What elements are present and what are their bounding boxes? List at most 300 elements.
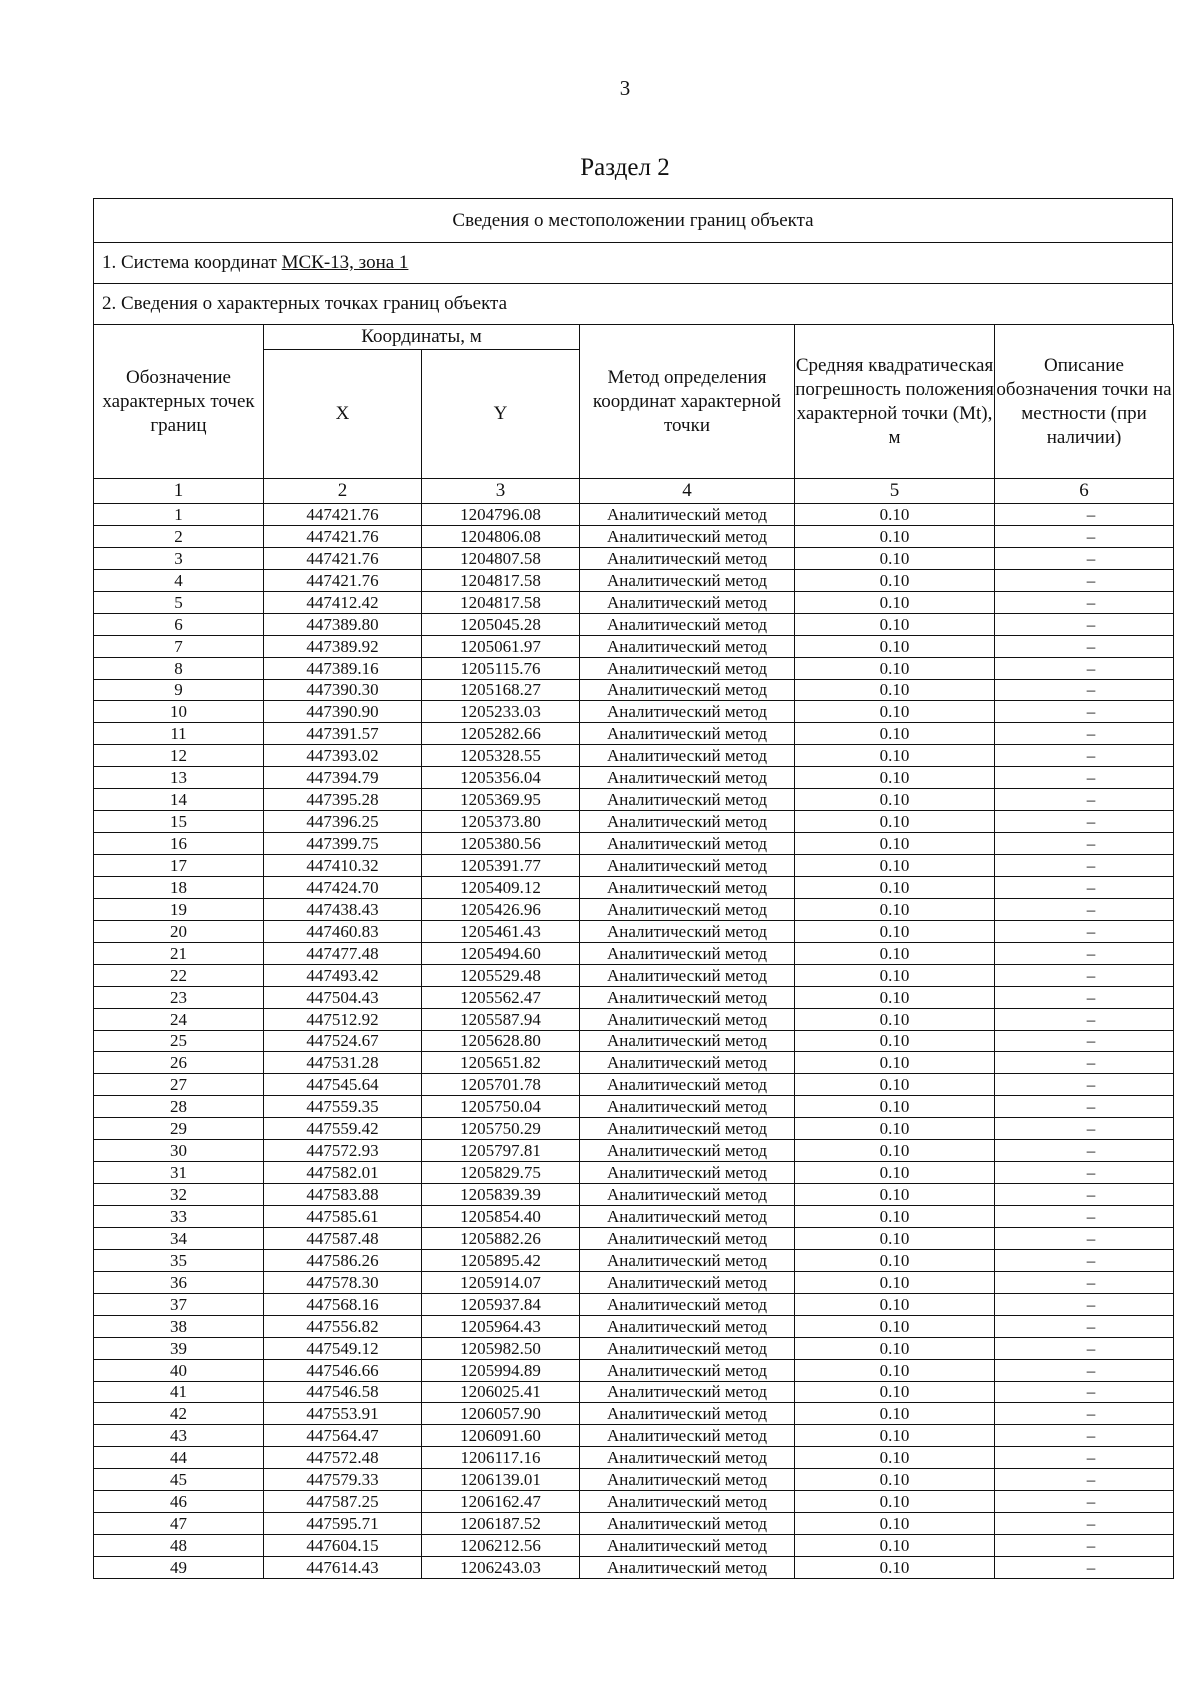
cell-coord-y: 1205282.66 <box>422 723 580 745</box>
cell-coord-y: 1205369.95 <box>422 789 580 811</box>
table-row <box>94 1293 1174 1315</box>
cell-point-id: 33 <box>94 1206 264 1228</box>
cell-error: 0.10 <box>795 1491 995 1513</box>
cell-coord-x: 447564.47 <box>264 1425 422 1447</box>
cell-error: 0.10 <box>795 942 995 964</box>
cell-point-id: 1 <box>94 504 264 526</box>
cell-point-id: 32 <box>94 1184 264 1206</box>
column-number: 1 <box>94 479 264 504</box>
cell-coord-x: 447421.76 <box>264 569 422 591</box>
cell-coord-y: 1204806.08 <box>422 525 580 547</box>
cell-coord-y: 1205895.42 <box>422 1249 580 1271</box>
cell-coord-x: 447399.75 <box>264 833 422 855</box>
cell-error: 0.10 <box>795 1249 995 1271</box>
cell-point-id: 6 <box>94 613 264 635</box>
cell-point-id: 14 <box>94 789 264 811</box>
cell-description: – <box>995 504 1174 526</box>
cell-error: 0.10 <box>795 1535 995 1557</box>
cell-point-id: 49 <box>94 1557 264 1579</box>
cell-method: Аналитический метод <box>580 1425 795 1447</box>
cell-coord-x: 447389.80 <box>264 613 422 635</box>
cell-description: – <box>995 855 1174 877</box>
cell-coord-x: 447421.76 <box>264 525 422 547</box>
cell-coord-y: 1205882.26 <box>422 1227 580 1249</box>
cell-description: – <box>995 1315 1174 1337</box>
cell-description: – <box>995 1447 1174 1469</box>
cell-coord-y: 1205797.81 <box>422 1140 580 1162</box>
cell-coord-y: 1206057.90 <box>422 1403 580 1425</box>
cell-coord-x: 447477.48 <box>264 942 422 964</box>
cell-error: 0.10 <box>795 876 995 898</box>
cell-point-id: 30 <box>94 1140 264 1162</box>
cell-method: Аналитический метод <box>580 986 795 1008</box>
cell-method: Аналитический метод <box>580 525 795 547</box>
table-row <box>94 789 1174 811</box>
coordinate-system-value: МСК-13, зона 1 <box>281 252 409 273</box>
cell-coord-x: 447460.83 <box>264 920 422 942</box>
cell-description: – <box>995 767 1174 789</box>
cell-description: – <box>995 1140 1174 1162</box>
cell-method: Аналитический метод <box>580 569 795 591</box>
cell-point-id: 29 <box>94 1118 264 1140</box>
cell-error: 0.10 <box>795 657 995 679</box>
cell-coord-x: 447545.64 <box>264 1074 422 1096</box>
cell-error: 0.10 <box>795 1447 995 1469</box>
cell-coord-x: 447556.82 <box>264 1315 422 1337</box>
cell-description: – <box>995 1293 1174 1315</box>
cell-method: Аналитический метод <box>580 1535 795 1557</box>
table-row <box>94 767 1174 789</box>
cell-description: – <box>995 920 1174 942</box>
cell-method: Аналитический метод <box>580 1008 795 1030</box>
cell-error: 0.10 <box>795 1140 995 1162</box>
cell-error: 0.10 <box>795 833 995 855</box>
cell-error: 0.10 <box>795 701 995 723</box>
cell-coord-x: 447424.70 <box>264 876 422 898</box>
header-description: Описание обозначения точки на местности (при наличии) <box>995 325 1174 479</box>
cell-description: – <box>995 547 1174 569</box>
cell-error: 0.10 <box>795 1425 995 1447</box>
cell-error: 0.10 <box>795 1315 995 1337</box>
cell-description: – <box>995 1271 1174 1293</box>
table-row <box>94 1403 1174 1425</box>
column-number: 5 <box>795 479 995 504</box>
cell-method: Аналитический метод <box>580 811 795 833</box>
cell-method: Аналитический метод <box>580 1096 795 1118</box>
cell-point-id: 12 <box>94 745 264 767</box>
cell-coord-y: 1205380.56 <box>422 833 580 855</box>
cell-method: Аналитический метод <box>580 833 795 855</box>
cell-coord-y: 1205461.43 <box>422 920 580 942</box>
cell-method: Аналитический метод <box>580 1315 795 1337</box>
table-row <box>94 1074 1174 1096</box>
cell-method: Аналитический метод <box>580 1227 795 1249</box>
cell-coord-y: 1206162.47 <box>422 1491 580 1513</box>
cell-error: 0.10 <box>795 1403 995 1425</box>
cell-error: 0.10 <box>795 811 995 833</box>
cell-coord-y: 1205964.43 <box>422 1315 580 1337</box>
cell-description: – <box>995 898 1174 920</box>
cell-description: – <box>995 657 1174 679</box>
cell-method: Аналитический метод <box>580 855 795 877</box>
section-title: Раздел 2 <box>580 154 670 181</box>
cell-error: 0.10 <box>795 855 995 877</box>
cell-coord-x: 447546.66 <box>264 1359 422 1381</box>
cell-error: 0.10 <box>795 986 995 1008</box>
table-row <box>94 1425 1174 1447</box>
cell-coord-x: 447410.32 <box>264 855 422 877</box>
cell-coord-y: 1205045.28 <box>422 613 580 635</box>
cell-error: 0.10 <box>795 1227 995 1249</box>
cell-method: Аналитический метод <box>580 1184 795 1206</box>
cell-method: Аналитический метод <box>580 876 795 898</box>
table-row <box>94 986 1174 1008</box>
cell-description: – <box>995 1337 1174 1359</box>
cell-coord-y: 1204817.58 <box>422 591 580 613</box>
cell-method: Аналитический метод <box>580 657 795 679</box>
table-row <box>94 1469 1174 1491</box>
cell-point-id: 35 <box>94 1249 264 1271</box>
cell-coord-y: 1206139.01 <box>422 1469 580 1491</box>
cell-coord-y: 1205328.55 <box>422 745 580 767</box>
cell-error: 0.10 <box>795 1074 995 1096</box>
cell-point-id: 4 <box>94 569 264 591</box>
cell-method: Аналитический метод <box>580 1162 795 1184</box>
cell-method: Аналитический метод <box>580 1403 795 1425</box>
cell-description: – <box>995 1513 1174 1535</box>
cell-description: – <box>995 1469 1174 1491</box>
cell-coord-x: 447389.92 <box>264 635 422 657</box>
table-row <box>94 504 1174 526</box>
cell-method: Аналитический метод <box>580 1293 795 1315</box>
cell-point-id: 23 <box>94 986 264 1008</box>
cell-point-id: 20 <box>94 920 264 942</box>
cell-description: – <box>995 942 1174 964</box>
cell-error: 0.10 <box>795 1162 995 1184</box>
cell-coord-y: 1206117.16 <box>422 1447 580 1469</box>
cell-method: Аналитический метод <box>580 1249 795 1271</box>
cell-error: 0.10 <box>795 964 995 986</box>
table-row <box>94 1030 1174 1052</box>
cell-coord-x: 447493.42 <box>264 964 422 986</box>
cell-description: – <box>995 1030 1174 1052</box>
cell-point-id: 2 <box>94 525 264 547</box>
table-row <box>94 1249 1174 1271</box>
cell-point-id: 27 <box>94 1074 264 1096</box>
cell-point-id: 19 <box>94 898 264 920</box>
table-row <box>94 657 1174 679</box>
cell-point-id: 43 <box>94 1425 264 1447</box>
table-row <box>94 942 1174 964</box>
header-method: Метод определения координат характерной точки <box>580 325 795 479</box>
cell-point-id: 21 <box>94 942 264 964</box>
cell-description: – <box>995 1491 1174 1513</box>
cell-point-id: 3 <box>94 547 264 569</box>
cell-description: – <box>995 1118 1174 1140</box>
table-row <box>94 1381 1174 1403</box>
cell-method: Аналитический метод <box>580 1447 795 1469</box>
table-row <box>94 811 1174 833</box>
column-number: 4 <box>580 479 795 504</box>
table-row <box>94 525 1174 547</box>
cell-description: – <box>995 986 1174 1008</box>
table-row <box>94 745 1174 767</box>
cell-point-id: 7 <box>94 635 264 657</box>
cell-coord-y: 1205587.94 <box>422 1008 580 1030</box>
cell-method: Аналитический метод <box>580 942 795 964</box>
table-row <box>94 898 1174 920</box>
cell-coord-x: 447583.88 <box>264 1184 422 1206</box>
points-table <box>93 324 1174 1579</box>
cell-coord-y: 1205562.47 <box>422 986 580 1008</box>
points-heading: 2. Сведения о характерных точках границ объекта <box>93 283 1173 324</box>
cell-method: Аналитический метод <box>580 1469 795 1491</box>
cell-method: Аналитический метод <box>580 1030 795 1052</box>
cell-point-id: 24 <box>94 1008 264 1030</box>
cell-description: – <box>995 525 1174 547</box>
table-row <box>94 701 1174 723</box>
cell-description: – <box>995 701 1174 723</box>
column-number: 6 <box>995 479 1174 504</box>
table-row <box>94 1557 1174 1579</box>
cell-coord-x: 447614.43 <box>264 1557 422 1579</box>
cell-method: Аналитический метод <box>580 1513 795 1535</box>
table-row <box>94 1227 1174 1249</box>
cell-point-id: 26 <box>94 1052 264 1074</box>
cell-point-id: 45 <box>94 1469 264 1491</box>
cell-description: – <box>995 1162 1174 1184</box>
cell-description: – <box>995 723 1174 745</box>
table-row <box>94 1184 1174 1206</box>
table-row <box>94 547 1174 569</box>
cell-error: 0.10 <box>795 547 995 569</box>
cell-coord-x: 447559.42 <box>264 1118 422 1140</box>
cell-point-id: 13 <box>94 767 264 789</box>
cell-coord-y: 1205391.77 <box>422 855 580 877</box>
info-title: Сведения о местоположении границ объекта <box>93 198 1173 242</box>
cell-point-id: 5 <box>94 591 264 613</box>
cell-point-id: 8 <box>94 657 264 679</box>
cell-description: – <box>995 1184 1174 1206</box>
cell-method: Аналитический метод <box>580 613 795 635</box>
cell-method: Аналитический метод <box>580 1052 795 1074</box>
cell-coord-y: 1205409.12 <box>422 876 580 898</box>
table-row <box>94 1271 1174 1293</box>
cell-coord-y: 1206187.52 <box>422 1513 580 1535</box>
table-row <box>94 964 1174 986</box>
table-row <box>94 1447 1174 1469</box>
cell-error: 0.10 <box>795 920 995 942</box>
table-row <box>94 591 1174 613</box>
table-row <box>94 1008 1174 1030</box>
cell-coord-y: 1205750.29 <box>422 1118 580 1140</box>
cell-point-id: 46 <box>94 1491 264 1513</box>
cell-method: Аналитический метод <box>580 745 795 767</box>
cell-coord-y: 1205839.39 <box>422 1184 580 1206</box>
cell-error: 0.10 <box>795 1118 995 1140</box>
header-error: Средняя квадратическая погрешность положения характерной точки (Mt), м <box>795 325 995 479</box>
cell-coord-y: 1205115.76 <box>422 657 580 679</box>
cell-method: Аналитический метод <box>580 898 795 920</box>
cell-error: 0.10 <box>795 1271 995 1293</box>
cell-point-id: 28 <box>94 1096 264 1118</box>
cell-description: – <box>995 1249 1174 1271</box>
cell-description: – <box>995 1227 1174 1249</box>
cell-coord-y: 1205373.80 <box>422 811 580 833</box>
cell-description: – <box>995 833 1174 855</box>
cell-error: 0.10 <box>795 1052 995 1074</box>
cell-coord-y: 1205701.78 <box>422 1074 580 1096</box>
cell-coord-y: 1206091.60 <box>422 1425 580 1447</box>
cell-error: 0.10 <box>795 525 995 547</box>
cell-description: – <box>995 679 1174 701</box>
cell-error: 0.10 <box>795 504 995 526</box>
column-numbers-row <box>94 479 1174 504</box>
cell-error: 0.10 <box>795 591 995 613</box>
cell-error: 0.10 <box>795 723 995 745</box>
cell-coord-y: 1205982.50 <box>422 1337 580 1359</box>
cell-point-id: 34 <box>94 1227 264 1249</box>
points-body <box>94 504 1174 1579</box>
cell-method: Аналитический метод <box>580 1381 795 1403</box>
cell-coord-y: 1205529.48 <box>422 964 580 986</box>
table-row <box>94 1337 1174 1359</box>
cell-method: Аналитический метод <box>580 1206 795 1228</box>
cell-method: Аналитический метод <box>580 591 795 613</box>
cell-method: Аналитический метод <box>580 1337 795 1359</box>
coordinate-system-label: 1. Система координат <box>102 252 277 273</box>
header-designation: Обозначение характерных точек границ <box>94 325 264 479</box>
cell-point-id: 18 <box>94 876 264 898</box>
cell-coord-y: 1204807.58 <box>422 547 580 569</box>
cell-coord-y: 1206212.56 <box>422 1535 580 1557</box>
cell-coord-x: 447553.91 <box>264 1403 422 1425</box>
cell-coord-x: 447572.93 <box>264 1140 422 1162</box>
table-row <box>94 1118 1174 1140</box>
table-row <box>94 1052 1174 1074</box>
cell-coord-x: 447546.58 <box>264 1381 422 1403</box>
cell-coord-y: 1205994.89 <box>422 1359 580 1381</box>
cell-coord-x: 447512.92 <box>264 1008 422 1030</box>
cell-coord-x: 447582.01 <box>264 1162 422 1184</box>
cell-point-id: 15 <box>94 811 264 833</box>
column-number: 2 <box>264 479 422 504</box>
cell-coord-x: 447391.57 <box>264 723 422 745</box>
cell-description: – <box>995 1557 1174 1579</box>
cell-coord-x: 447389.16 <box>264 657 422 679</box>
cell-point-id: 11 <box>94 723 264 745</box>
cell-error: 0.10 <box>795 679 995 701</box>
cell-point-id: 37 <box>94 1293 264 1315</box>
cell-coord-y: 1205914.07 <box>422 1271 580 1293</box>
cell-coord-x: 447412.42 <box>264 591 422 613</box>
cell-coord-y: 1204796.08 <box>422 504 580 526</box>
cell-description: – <box>995 1381 1174 1403</box>
table-row <box>94 833 1174 855</box>
cell-description: – <box>995 811 1174 833</box>
cell-description: – <box>995 789 1174 811</box>
cell-point-id: 40 <box>94 1359 264 1381</box>
table-row <box>94 1491 1174 1513</box>
cell-coord-x: 447579.33 <box>264 1469 422 1491</box>
cell-method: Аналитический метод <box>580 1491 795 1513</box>
header-x: X <box>264 350 422 479</box>
cell-description: – <box>995 1535 1174 1557</box>
table-row <box>94 876 1174 898</box>
table-row <box>94 920 1174 942</box>
table-row <box>94 1162 1174 1184</box>
cell-error: 0.10 <box>795 1469 995 1491</box>
cell-error: 0.10 <box>795 1008 995 1030</box>
cell-method: Аналитический метод <box>580 1140 795 1162</box>
cell-coord-x: 447421.76 <box>264 547 422 569</box>
cell-error: 0.10 <box>795 1206 995 1228</box>
table-row <box>94 1315 1174 1337</box>
cell-method: Аналитический метод <box>580 964 795 986</box>
cell-description: – <box>995 635 1174 657</box>
cell-description: – <box>995 1206 1174 1228</box>
cell-coord-x: 447438.43 <box>264 898 422 920</box>
cell-description: – <box>995 964 1174 986</box>
cell-coord-x: 447393.02 <box>264 745 422 767</box>
cell-point-id: 9 <box>94 679 264 701</box>
cell-coord-x: 447578.30 <box>264 1271 422 1293</box>
header-y: Y <box>422 350 580 479</box>
cell-error: 0.10 <box>795 745 995 767</box>
cell-method: Аналитический метод <box>580 679 795 701</box>
cell-description: – <box>995 1425 1174 1447</box>
cell-coord-y: 1205829.75 <box>422 1162 580 1184</box>
cell-error: 0.10 <box>795 789 995 811</box>
cell-coord-x: 447395.28 <box>264 789 422 811</box>
cell-method: Аналитический метод <box>580 635 795 657</box>
table-row <box>94 1096 1174 1118</box>
cell-description: – <box>995 745 1174 767</box>
cell-coord-x: 447572.48 <box>264 1447 422 1469</box>
cell-description: – <box>995 876 1174 898</box>
cell-coord-x: 447394.79 <box>264 767 422 789</box>
cell-error: 0.10 <box>795 767 995 789</box>
cell-error: 0.10 <box>795 1293 995 1315</box>
cell-coord-x: 447587.25 <box>264 1491 422 1513</box>
cell-point-id: 38 <box>94 1315 264 1337</box>
cell-point-id: 31 <box>94 1162 264 1184</box>
cell-error: 0.10 <box>795 1381 995 1403</box>
cell-description: – <box>995 1008 1174 1030</box>
cell-error: 0.10 <box>795 1359 995 1381</box>
cell-error: 0.10 <box>795 1184 995 1206</box>
cell-error: 0.10 <box>795 1513 995 1535</box>
cell-method: Аналитический метод <box>580 723 795 745</box>
cell-point-id: 25 <box>94 1030 264 1052</box>
cell-coord-x: 447585.61 <box>264 1206 422 1228</box>
header-coordinates: Координаты, м <box>264 325 580 350</box>
table-row <box>94 1206 1174 1228</box>
cell-error: 0.10 <box>795 1337 995 1359</box>
cell-error: 0.10 <box>795 613 995 635</box>
cell-point-id: 17 <box>94 855 264 877</box>
cell-coord-x: 447524.67 <box>264 1030 422 1052</box>
cell-point-id: 22 <box>94 964 264 986</box>
cell-coord-x: 447421.76 <box>264 504 422 526</box>
cell-point-id: 10 <box>94 701 264 723</box>
cell-coord-x: 447568.16 <box>264 1293 422 1315</box>
table-row <box>94 1535 1174 1557</box>
table-row <box>94 855 1174 877</box>
cell-error: 0.10 <box>795 898 995 920</box>
cell-description: – <box>995 591 1174 613</box>
cell-error: 0.10 <box>795 1096 995 1118</box>
